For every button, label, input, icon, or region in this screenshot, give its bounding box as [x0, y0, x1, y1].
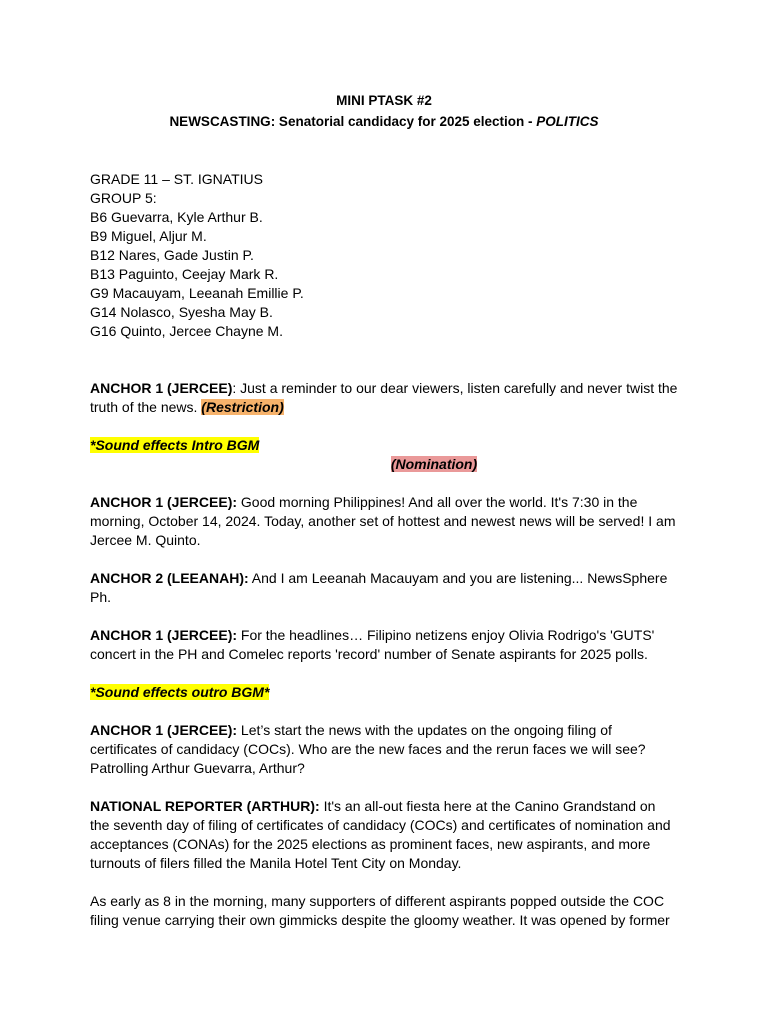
member-item: G9 Macauyam, Leeanah Emillie P.	[90, 285, 304, 301]
member-item: B12 Nares, Gade Justin P.	[90, 247, 254, 263]
sfx-intro-line	[90, 436, 678, 455]
script-paragraph-6	[90, 797, 678, 873]
member-item: G16 Quinto, Jercee Chayne M.	[90, 323, 283, 339]
script-paragraph-7: As early as 8 in the morning, many supporters of different aspirants popped outside the COC filing venue carrying their own gimmicks despite the gloomy weather. It was opened by former	[90, 893, 670, 928]
document-title	[90, 90, 678, 111]
group-label: GROUP 5:	[90, 190, 157, 206]
speaker-label: ANCHOR 2 (LEEANAH):	[90, 570, 249, 586]
speaker-label: NATIONAL REPORTER (ARTHUR):	[90, 798, 320, 814]
sfx-intro: *Sound effects Intro BGM	[90, 437, 260, 453]
sfx-outro: *Sound effects outro BGM*	[90, 684, 270, 700]
script-paragraph-3	[90, 569, 678, 607]
sfx-outro-line	[90, 683, 678, 702]
subtitle-italic: POLITICS	[536, 114, 599, 129]
script-paragraph-5	[90, 721, 678, 778]
nomination-line	[90, 455, 678, 474]
dialogue-text: : Just a reminder to our dear viewers, listen carefully and never twist the truth of the news.	[90, 380, 678, 415]
group-info	[90, 170, 678, 341]
dialogue-text: Good morning Philippines! And all over the world. It's 7:30 in the morning, October 14, 2024. Today, another set of hottest and newest news will be served! I am Jercee M. Quinto.	[90, 494, 676, 548]
dialogue-text: Let’s start the news with the updates on the ongoing filing of certificates of candidacy (COCs). Who are the new faces and the rerun faces we will see? Patrolling Arthur Guevarra, Arthur?	[90, 722, 646, 776]
document-subtitle	[90, 111, 678, 132]
member-item: B6 Guevarra, Kyle Arthur B.	[90, 209, 263, 225]
nomination-tag: (Nomination)	[390, 456, 478, 472]
member-item: B9 Miguel, Aljur M.	[90, 228, 207, 244]
member-item: G14 Nolasco, Syesha May B.	[90, 304, 273, 320]
speaker-label: ANCHOR 1 (JERCEE):	[90, 627, 238, 643]
dialogue-text: And I am Leeanah Macauyam and you are listening... NewsSphere Ph.	[90, 570, 668, 605]
speaker-label: ANCHOR 1 (JERCEE)	[90, 380, 233, 396]
dialogue-text: It's an all-out fiesta here at the Canino Grandstand on the seventh day of filing of certificates of candidacy (COCs) and certificates of nomination and acceptances (CONAs) for the 2025 elections as prominent faces, new aspirants, and more turnouts of filers filled the Manila Hotel Tent City on Monday.	[90, 798, 671, 871]
grade-line: GRADE 11 – ST. IGNATIUS	[90, 171, 263, 187]
subtitle-text: NEWSCASTING: Senatorial candidacy for 2025 election -	[169, 114, 537, 129]
dialogue-text: For the headlines… Filipino netizens enjoy Olivia Rodrigo's 'GUTS' concert in the PH and Comelec reports 'record' number of Senate aspirants for 2025 polls.	[90, 627, 655, 662]
script-paragraph-2	[90, 493, 678, 550]
script-paragraph-1	[90, 379, 678, 417]
speaker-label: ANCHOR 1 (JERCEE):	[90, 722, 238, 738]
speaker-label: ANCHOR 1 (JERCEE):	[90, 494, 238, 510]
title-text: MINI PTASK #2	[336, 93, 432, 108]
restriction-tag: (Restriction)	[201, 399, 284, 415]
script-paragraph-4	[90, 626, 678, 664]
member-item: B13 Paguinto, Ceejay Mark R.	[90, 266, 279, 282]
